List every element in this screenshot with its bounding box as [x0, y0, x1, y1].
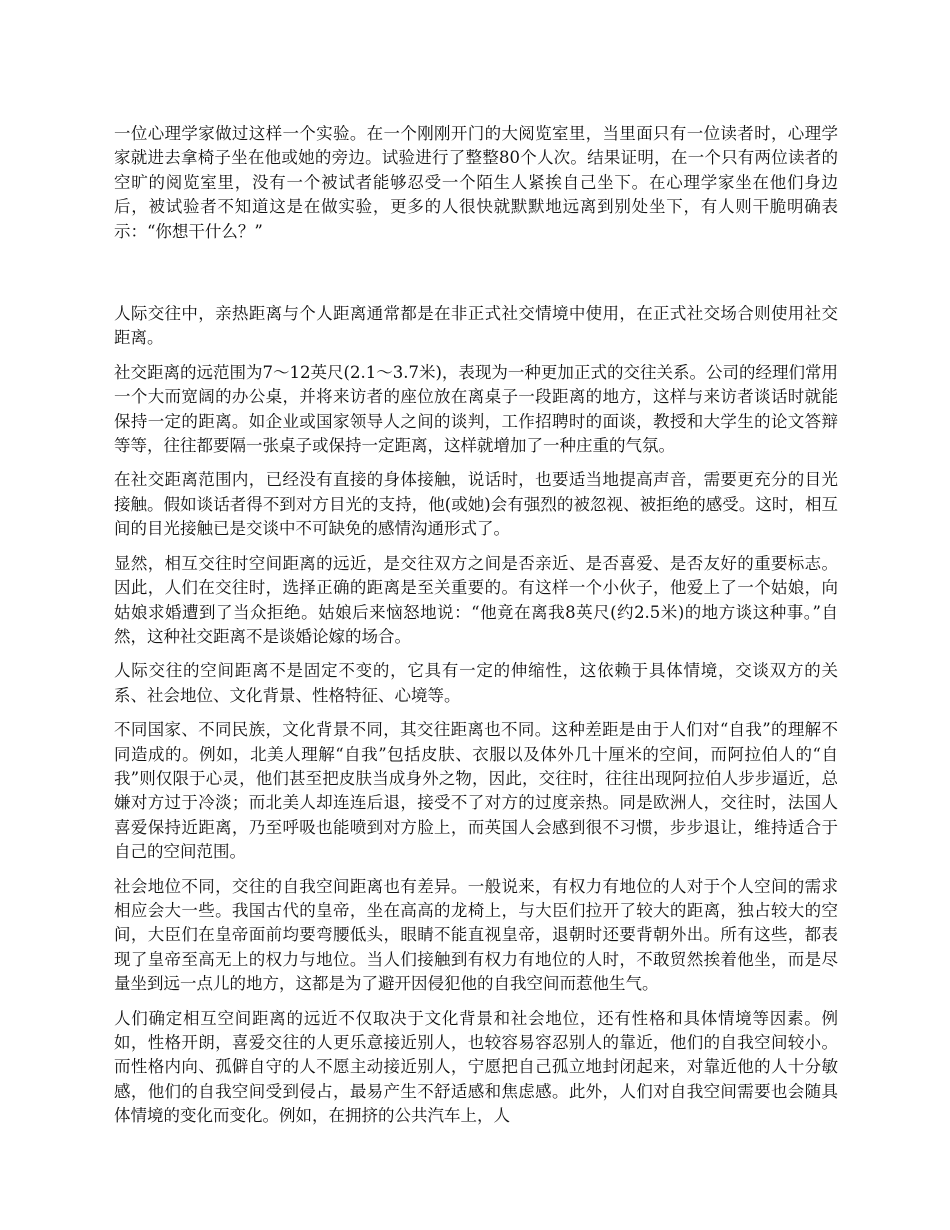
paragraph-distance-flexibility: 人际交往的空间距离不是固定不变的，它具有一定的伸缩性，这依赖于具体情境，交谈双方的关系、社会地位、文化背景、性格特征、心境等。: [114, 661, 838, 705]
paragraph-library-experiment: 一位心理学家做过这样一个实验。在一个刚刚开门的大阅览室里，当里面只有一位读者时，心理学家就进去拿椅子坐在他或她的旁边。试验进行了整整80个人次。结果证明，在一个只有两位读者的空旷的阅览室里，没有一个被试者能够忍受一个陌生人紧挨自己坐下。在心理学家坐在他们身边后，被试验者不知道这是在做实验，更多的人很快就默默地远离到别处坐下，有人则干脆明确表示：“你想干什么？”: [114, 124, 838, 241]
document-body: [114, 122, 838, 1139]
paragraph-personality-context: 人们确定相互空间距离的远近不仅取决于文化背景和社会地位，还有性格和具体情境等因素。例如，性格开朗，喜爱交往的人更乐意接近别人，也较容易容忍别人的靠近，他们的自我空间较小。而性格内向、孤僻自守的人不愿主动接近别人，宁愿把自己孤立地封闭起来，对靠近他的人十分敏感，他们的自我空间受到侵占，最易产生不舒适感和焦虑感。此外，人们对自我空间需要也会随具体情境的变化而变化。例如，在拥挤的公共汽车上，人: [114, 1008, 838, 1126]
paragraph-social-status: 社会地位不同，交往的自我空间距离也有差异。一般说来，有权力有地位的人对于个人空间的需求相应会大一些。我国古代的皇帝，坐在高高的龙椅上，与大臣们拉开了较大的距离，独占较大的空间，大臣们在皇帝面前均要弯腰低头，眼睛不能直视皇帝，退朝时还要背朝外出。所有这些，都表现了皇帝至高无上的权力与地位。当人们接触到有权力有地位的人时，不敢贸然挨着他坐，而是尽量坐到远一点儿的地方，这都是为了避开因侵犯他的自我空间而惹他生气。: [114, 876, 838, 994]
paragraph-social-distance-far-range: 社交距离的远范围为7～12英尺(2.1～3.7米)，表现为一种更加正式的交往关系。公司的经理们常用一个大而宽阔的办公桌，并将来访者的座位放在离桌子一段距离的地方，这样与来访者谈话时就能保持一定的距离。如企业或国家领导人之间的谈判，工作招聘时的面谈，教授和大学生的论文答辩等等，往往都要隔一张桌子或保持一定距离，这样就增加了一种庄重的气氛。: [114, 362, 838, 456]
paragraph-eye-contact: 在社交距离范围内，已经没有直接的身体接触，说话时，也要适当地提高声音，需要更充分的目光接触。假如谈话者得不到对方目光的支持，他(或她)会有强烈的被忽视、被拒绝的感受。这时，相互间的目光接触已是交谈中不可缺免的感情沟通形式了。: [114, 470, 838, 539]
paragraph-distance-significance: 显然，相互交往时空间距离的远近，是交往双方之间是否亲近、是否喜爱、是否友好的重要标志。因此，人们在交往时，选择正确的距离是至关重要的。有这样一个小伙子，他爱上了一个姑娘，向姑娘求婚遭到了当众拒绝。姑娘后来恼怒地说：“他竟在离我8英尺(约2.5米)的地方谈这种事。”自然，这种社交距离不是谈婚论嫁的场合。: [114, 553, 838, 646]
paragraph-social-distance-usage: 人际交往中，亲热距离与个人距离通常都是在非正式社交情境中使用，在正式社交场合则使用社交距离。: [114, 304, 838, 348]
paragraph-cultural-differences: 不同国家、不同民族，文化背景不同，其交往距离也不同。这种差距是由于人们对“自我”的理解不同造成的。例如，北美人理解“自我”包括皮肤、衣服以及体外几十厘米的空间，而阿拉伯人的“自我”则仅限于心灵，他们甚至把皮肤当成身外之物，因此，交往时，往往出现阿拉伯人步步逼近，总嫌对方过于冷淡；而北美人却连连后退，接受不了对方的过度亲热。同是欧洲人，交往时，法国人喜爱保持近距离，乃至呼吸也能喷到对方脸上，而英国人会感到很不习惯，步步退让，维持适合于自己的空间范围。: [114, 720, 838, 862]
